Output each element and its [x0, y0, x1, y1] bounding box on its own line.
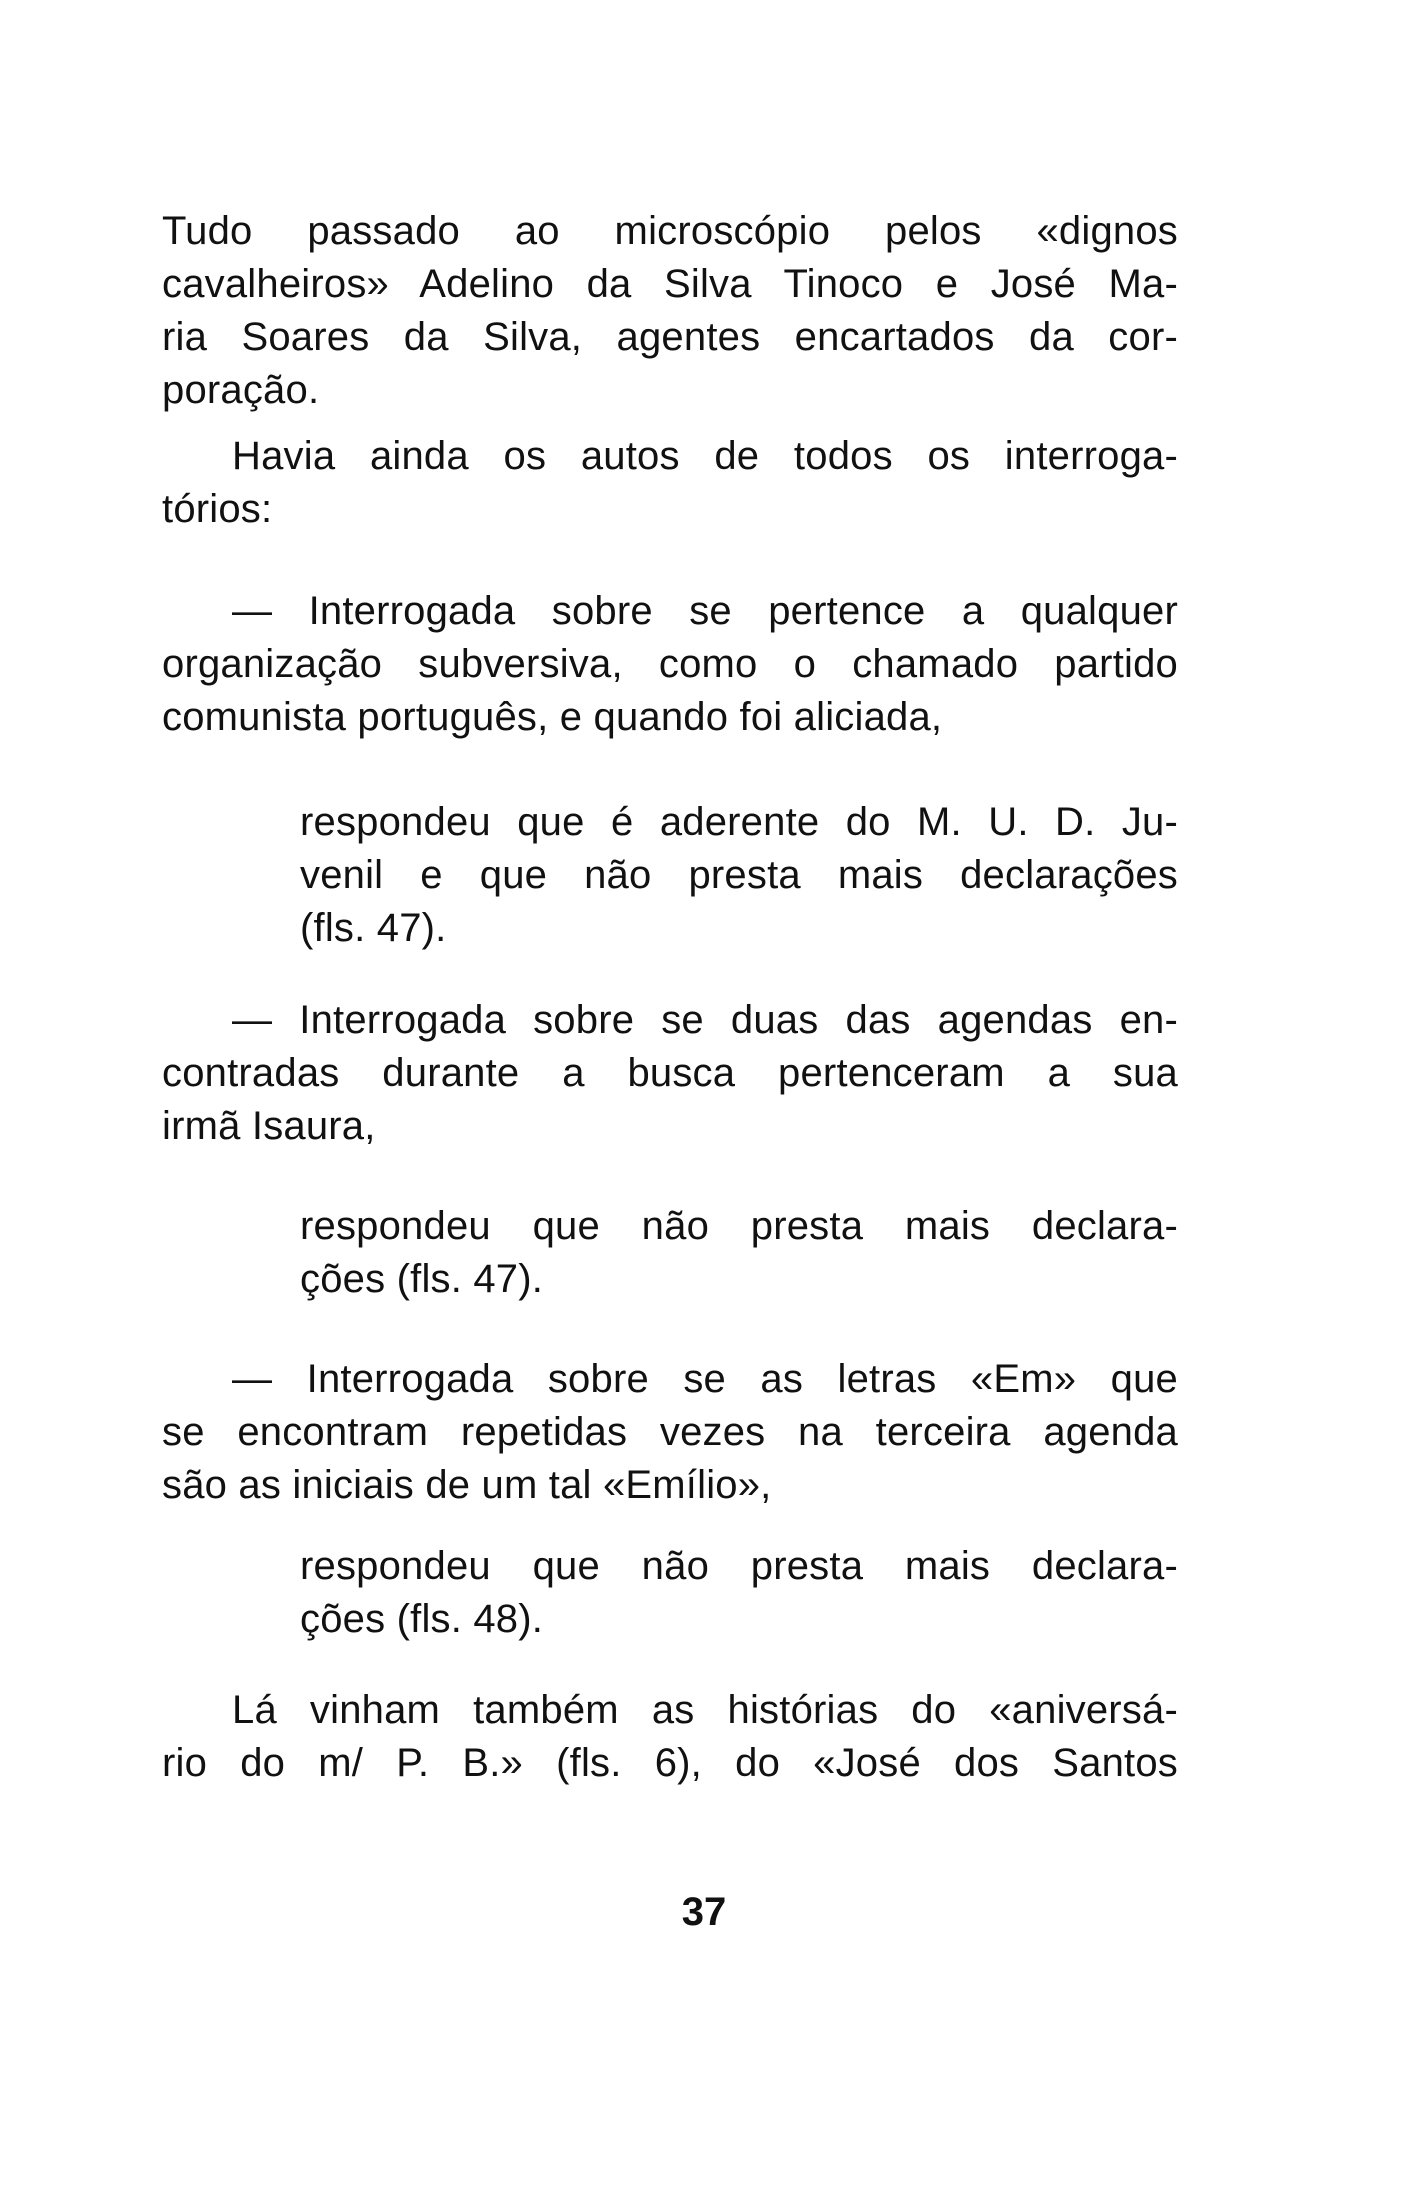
- text-line: Tudo passado ao microscópio pelos «dignos: [162, 209, 1178, 253]
- answer-2: [300, 1200, 1178, 1306]
- answer-1: [300, 796, 1178, 955]
- text-line: (fls. 47).: [300, 906, 447, 950]
- text-line: — Interrogada sobre se pertence a qualquer: [232, 589, 1178, 633]
- text-line: irmã Isaura,: [162, 1104, 376, 1148]
- text-line: — Interrogada sobre se as letras «Em» que: [232, 1357, 1178, 1401]
- text-line: organização subversiva, como o chamado partido: [162, 642, 1178, 686]
- text-line: cavalheiros» Adelino da Silva Tinoco e José Ma-: [162, 262, 1178, 306]
- question-1: [162, 585, 1178, 744]
- text-line: são as iniciais de um tal «Emílio»,: [162, 1463, 772, 1507]
- question-2: [162, 994, 1178, 1153]
- text-line: se encontram repetidas vezes na terceira agenda: [162, 1410, 1178, 1454]
- text-line: tórios:: [162, 487, 273, 531]
- text-line: respondeu que é aderente do M. U. D. Ju-: [300, 800, 1178, 844]
- answer-3: [300, 1540, 1178, 1646]
- text-line: Lá vinham também as histórias do «aniversá-: [232, 1688, 1178, 1732]
- question-3: [162, 1353, 1178, 1512]
- paragraph-autos: [162, 430, 1178, 536]
- text-line: rio do m/ P. B.» (fls. 6), do «José dos Santos: [162, 1741, 1178, 1785]
- text-line: ções (fls. 47).: [300, 1257, 544, 1301]
- paragraph-intro: [162, 205, 1178, 417]
- paragraph-historias: [162, 1684, 1178, 1790]
- text-line: comunista português, e quando foi aliciada,: [162, 695, 943, 739]
- text-line: poração.: [162, 368, 320, 412]
- text-line: respondeu que não presta mais declara-: [300, 1204, 1178, 1248]
- text-line: ções (fls. 48).: [300, 1597, 544, 1641]
- page-number: 37: [681, 1890, 727, 1934]
- text-line: respondeu que não presta mais declara-: [300, 1544, 1178, 1588]
- text-line: ria Soares da Silva, agentes encartados da cor-: [162, 315, 1178, 359]
- text-line: venil e que não presta mais declarações: [300, 853, 1178, 897]
- text-line: Havia ainda os autos de todos os interroga-: [232, 434, 1178, 478]
- text-line: contradas durante a busca pertenceram a sua: [162, 1051, 1178, 1095]
- text-line: — Interrogada sobre se duas das agendas en-: [232, 998, 1178, 1042]
